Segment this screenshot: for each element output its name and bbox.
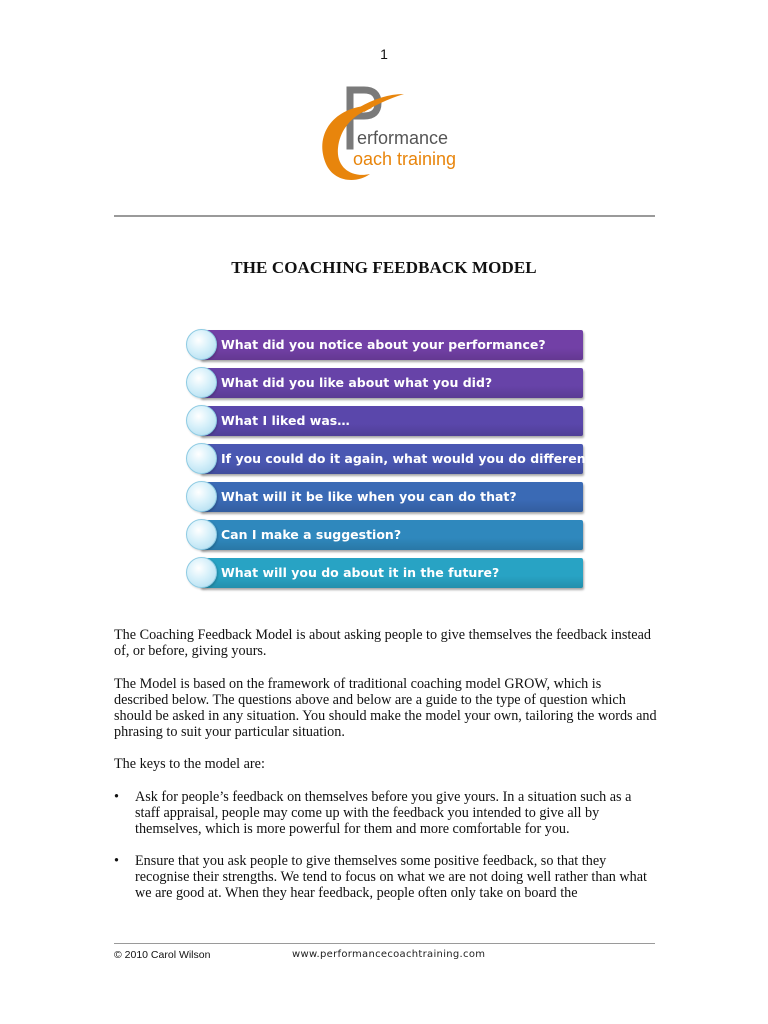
bubble-icon	[186, 443, 217, 474]
company-logo	[312, 84, 462, 184]
bubble-icon	[186, 405, 217, 436]
document-title: THE COACHING FEEDBACK MODEL	[231, 258, 537, 277]
question-row	[186, 481, 586, 519]
logo-text-performance: erformance	[357, 128, 449, 148]
list-item-text: Ensure that you ask people to give themselves some positive feedback, so that they recognise their strengths. We tend to focus on what we are not doing well rather than what we are good at. When they hear feedback, people often only take on board the	[135, 853, 647, 901]
header-divider	[114, 215, 655, 217]
question-bar: If you could do it again, what would you do differently?	[200, 444, 583, 474]
footer-divider	[114, 943, 655, 944]
bullet-icon: •	[114, 789, 119, 805]
paragraph-intro: The Coaching Feedback Model is about asking people to give themselves the feedback instead of, or before, giving yours.	[114, 627, 651, 659]
bullet-icon: •	[114, 853, 119, 869]
list-item-text: Ask for people’s feedback on themselves before you give yours. In a situation such as a staff appraisal, people may come up with the feedback you intended to give all by themselves, which is more powerful for them and more comfortable for you.	[135, 789, 632, 837]
question-row	[186, 329, 586, 367]
question-bar: What will you do about it in the future?	[200, 558, 583, 588]
footer-website-link[interactable]: www.performancecoachtraining.com	[292, 949, 486, 960]
list-item	[114, 789, 659, 837]
feedback-question-list	[186, 329, 612, 595]
page-number: 1	[380, 46, 388, 62]
list-item	[114, 853, 659, 901]
question-row	[186, 367, 586, 405]
question-bar: What will it be like when you can do that?	[200, 482, 583, 512]
question-bar: What I liked was…	[200, 406, 583, 436]
question-bar: Can I make a suggestion?	[200, 520, 583, 550]
footer-copyright: © 2010 Carol Wilson	[114, 949, 211, 961]
bubble-icon	[186, 367, 217, 398]
question-row	[186, 557, 586, 595]
question-bar: What did you like about what you did?	[200, 368, 583, 398]
keys-bullet-list	[114, 789, 659, 901]
logo-text-coach-training: oach training	[353, 149, 457, 169]
question-row	[186, 405, 586, 443]
question-bar: What did you notice about your performance?	[200, 330, 583, 360]
paragraph-keys: The keys to the model are:	[114, 756, 265, 772]
question-row	[186, 443, 612, 481]
question-row	[186, 519, 586, 557]
bubble-icon	[186, 329, 217, 360]
bubble-icon	[186, 557, 217, 588]
bubble-icon	[186, 519, 217, 550]
bubble-icon	[186, 481, 217, 512]
paragraph-grow: The Model is based on the framework of traditional coaching model GROW, which is described below. The questions above and below are a guide to the type of question which should be asked in any situation. You should make the model your own, tailoring the words and phrasing to suit your particular situation.	[114, 676, 657, 740]
